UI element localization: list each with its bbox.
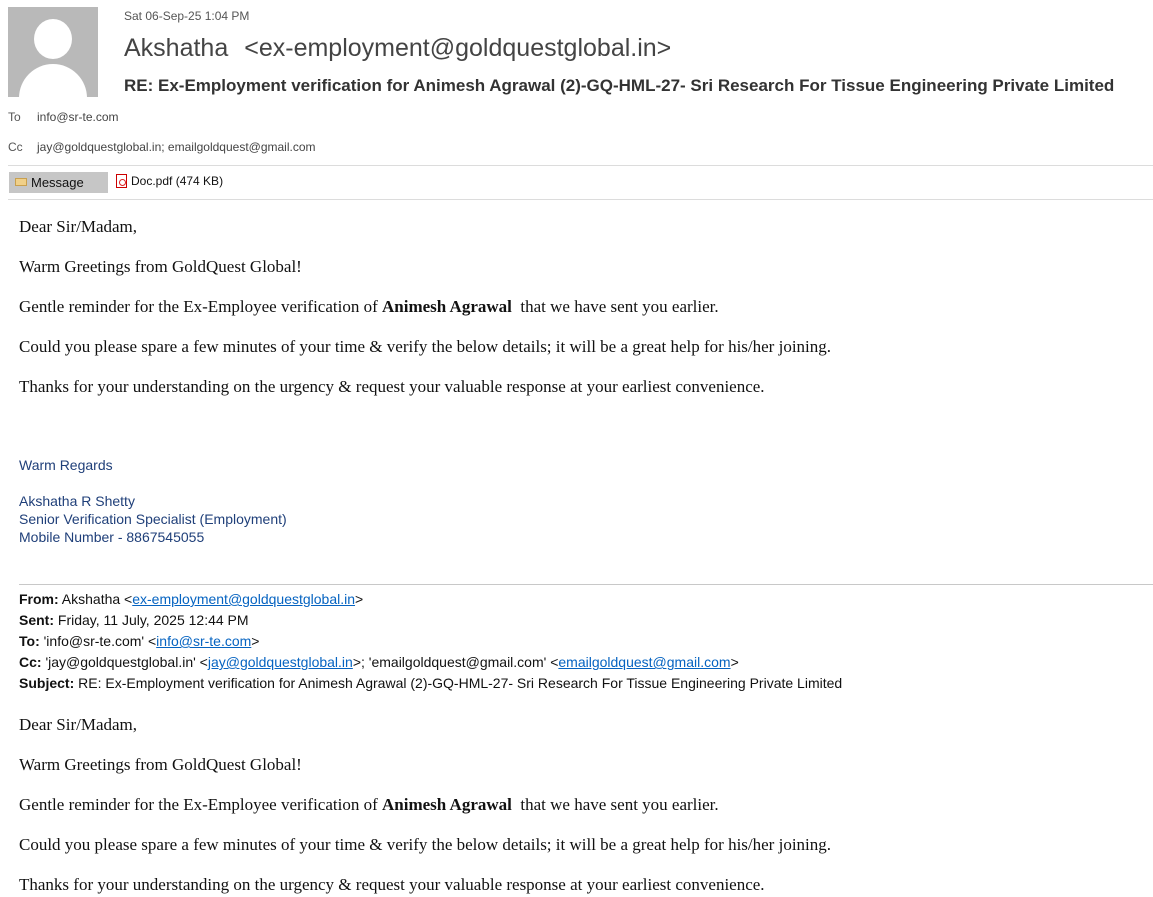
avatar-head-shape [34,19,72,59]
quoted-line-4: Thanks for your understanding on the urgency & request your valuable response at your earliest convenience. [19,875,765,894]
message-tab-label: Message [31,175,84,190]
quoted-to-label: To: [19,633,40,649]
quoted-subject-label: Subject: [19,675,75,691]
body-greeting: Dear Sir/Madam, [19,217,138,236]
cc-label: Cc [8,140,23,154]
to-label: To [8,110,21,124]
quoted-cc-line [19,654,739,670]
quoted-line-2-post: that we have sent you earlier. [511,795,719,814]
sender-email[interactable]: <ex-employment@goldquestglobal.in> [244,34,672,62]
body-line-3: Could you please spare a few minutes of your time & verify the below details; it will be a great help for his/her joining. [19,337,832,356]
body-line-4: Thanks for your understanding on the urgency & request your valuable response at your earliest convenience. [19,377,765,396]
quoted-from-line [19,591,363,607]
quoted-from-close: > [355,591,364,607]
avatar-torso-shape [19,64,87,97]
quoted-to-close: > [251,633,260,649]
message-tab[interactable] [9,172,108,193]
attachment-size: (474 KB) [175,174,224,188]
quoted-divider [19,584,1153,585]
sender-name[interactable]: Akshatha [124,34,229,62]
body-line-2-pre: Gentle reminder for the Ex-Employee verification of [19,297,382,316]
sender-line [124,34,671,63]
body-line-1: Warm Greetings from GoldQuest Global! [19,257,302,276]
email-date: Sat 06-Sep-25 1:04 PM [124,9,250,23]
quoted-sent-line [19,612,249,628]
signature-mobile: Mobile Number - 8867545055 [19,529,205,545]
signature-name: Akshatha R Shetty [19,493,135,509]
quoted-from-label: From: [19,591,59,607]
cc-line [8,140,316,154]
pdf-file-icon [116,174,127,188]
to-recipients[interactable]: info@sr-te.com [37,110,119,124]
signature-title: Senior Verification Specialist (Employment) [19,511,287,527]
quoted-line-3: Could you please spare a few minutes of your time & verify the below details; it will be a great help for his/her joining. [19,835,832,854]
quoted-greeting: Dear Sir/Madam, [19,715,138,734]
quoted-line-1: Warm Greetings from GoldQuest Global! [19,755,302,774]
attachment-name: Doc.pdf [131,174,173,188]
quoted-sent-label: Sent: [19,612,54,628]
email-subject: RE: Ex-Employment verification for Animesh Agrawal (2)-GQ-HML-27- Sri Research For Tissue Engineering Private Limited [124,76,1115,95]
quoted-to-line [19,633,259,649]
quoted-cc-mid: >; 'emailgoldquest@gmail.com' < [352,654,559,670]
quoted-line-2 [19,795,719,815]
to-line [8,110,119,124]
quoted-cc-email-link-2[interactable]: emailgoldquest@gmail.com [558,654,731,670]
cc-recipients[interactable]: jay@goldquestglobal.in; emailgoldquest@gmail.com [37,140,316,154]
tabs-divider [8,199,1153,200]
quoted-subject-value: RE: Ex-Employment verification for Animesh Agrawal (2)-GQ-HML-27- Sri Research For Tissue Engineering Private Limited [74,675,843,691]
employee-name: Animesh Agrawal [382,297,512,316]
body-line-2 [19,297,719,317]
quoted-cc-label: Cc: [19,654,42,670]
quoted-subject-line [19,675,842,691]
body-line-2-post: that we have sent you earlier. [511,297,719,316]
sender-avatar [8,7,98,97]
quoted-cc-close: > [730,654,739,670]
signature-regards: Warm Regards [19,457,113,473]
attachment-item[interactable] [116,174,223,188]
header-divider [8,165,1153,166]
quoted-employee-name: Animesh Agrawal [382,795,512,814]
envelope-icon [15,178,27,186]
quoted-from-name: Akshatha < [58,591,133,607]
quoted-cc-name-1: 'jay@goldquestglobal.in' < [41,654,208,670]
quoted-sent-value: Friday, 11 July, 2025 12:44 PM [54,612,249,628]
quoted-line-2-pre: Gentle reminder for the Ex-Employee verification of [19,795,382,814]
quoted-from-email-link[interactable]: ex-employment@goldquestglobal.in [132,591,356,607]
quoted-cc-email-link-1[interactable]: jay@goldquestglobal.in [207,654,353,670]
quoted-to-email-link[interactable]: info@sr-te.com [156,633,252,649]
quoted-to-name: 'info@sr-te.com' < [39,633,157,649]
